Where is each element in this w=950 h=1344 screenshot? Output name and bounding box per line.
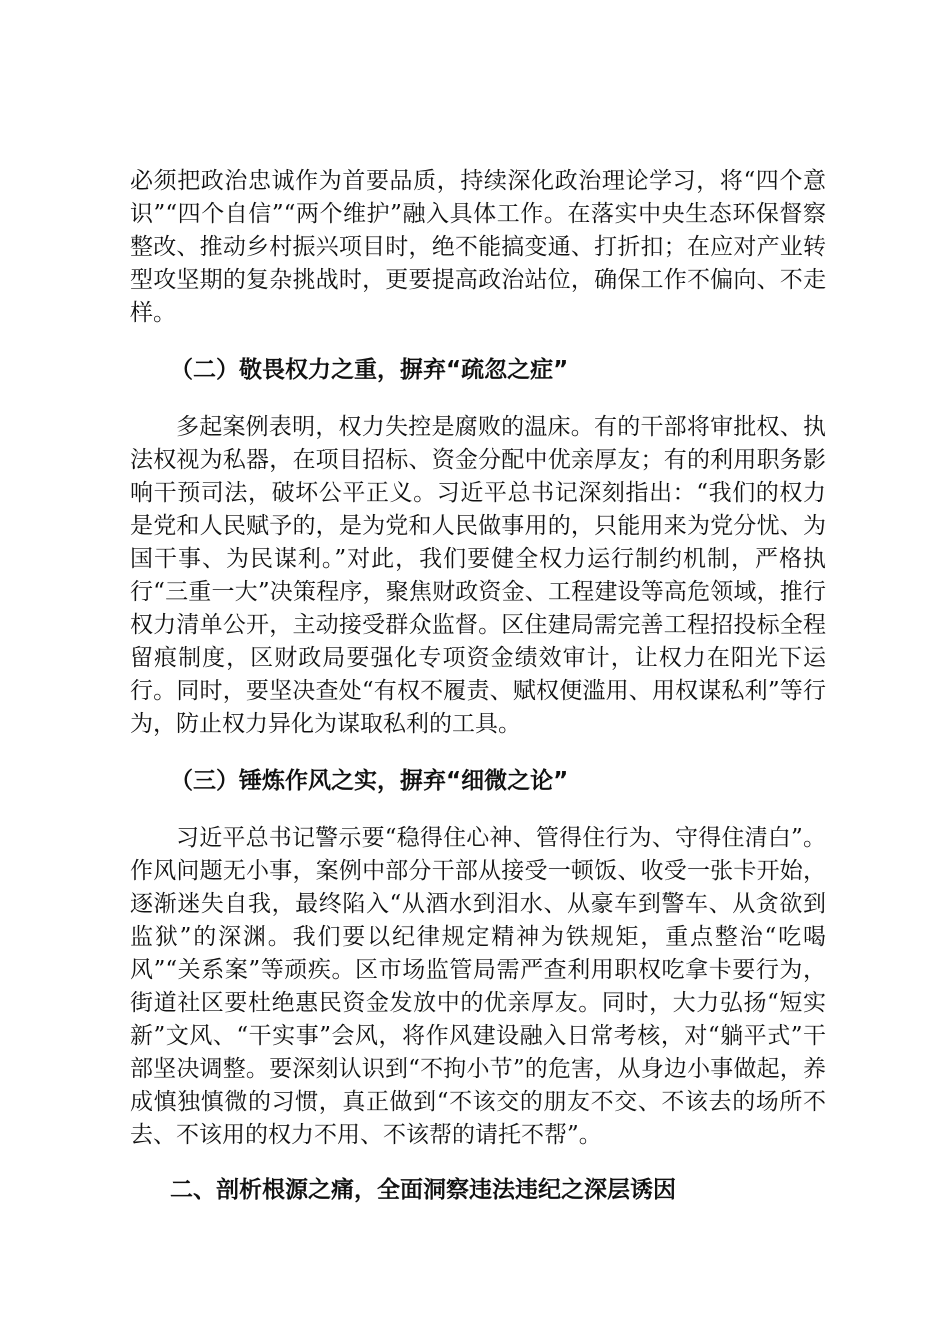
paragraph-political-loyalty: 必须把政治忠诚作为首要品质，持续深化政治理论学习，将“四个意识”“四个自信”“两个维护”融入具体工作。在落实中央生态环保督察整改、推动乡村振兴项目时，绝不能搞变通、打折扣；在应对产业转型攻坚期的复杂挑战时，更要提高政治站位，确保工作不偏向、不走样。: [130, 168, 826, 326]
document-body: [130, 165, 826, 1231]
section-heading-style: （三）锤炼作风之实，摒弃“细微之论”: [170, 768, 569, 794]
chapter-heading-roots: 二、剖析根源之痛，全面洞察违法违纪之深层诱因: [170, 1177, 676, 1203]
section-heading-power: （二）敬畏权力之重，摒弃“疏忽之症”: [170, 357, 569, 383]
paragraph-power: 多起案例表明，权力失控是腐败的温床。有的干部将审批权、执法权视为私器，在项目招标、资金分配中优亲厚友；有的利用职务影响干预司法，破坏公平正义。习近平总书记深刻指出：“我们的权力是党和人民赋予的，是为党和人民做事用的，只能用来为党分忧、为国干事、为民谋利。”对此，我们要健全权力运行制约机制，严格执行“三重一大”决策程序，聚焦财政资金、工程建设等高危领域，推行权力清单公开，主动接受群众监督。区住建局需完善工程招投标全程留痕制度，区财政局要强化专项资金绩效审计，让权力在阳光下运行。同时，要坚决查处“有权不履责、赋权便滥用、用权谋私利”等行为，防止权力异化为谋取私利的工具。: [130, 414, 826, 737]
paragraph-style: 习近平总书记警示要“稳得住心神、管得住行为、守得住清白”。作风问题无小事，案例中部分干部从接受一顿饭、收受一张卡开始，逐渐迷失自我，最终陷入“从酒水到泪水、从豪车到警车、从贪欲到监狱”的深渊。我们要以纪律规定精神为铁规矩，重点整治“吃喝风”“关系案”等顽疾。区市场监管局需严查利用职权吃拿卡要行为，街道社区要杜绝惠民资金发放中的优亲厚友。同时，大力弘扬“短实新”文风、“干实事”会风，将作风建设融入日常考核，对“躺平式”干部坚决调整。要深刻认识到“不拘小节”的危害，从身边小事做起，养成慎独慎微的习惯，真正做到“不该交的朋友不交、不该去的场所不去、不该用的权力不用、不该帮的请托不帮”。: [130, 825, 826, 1148]
